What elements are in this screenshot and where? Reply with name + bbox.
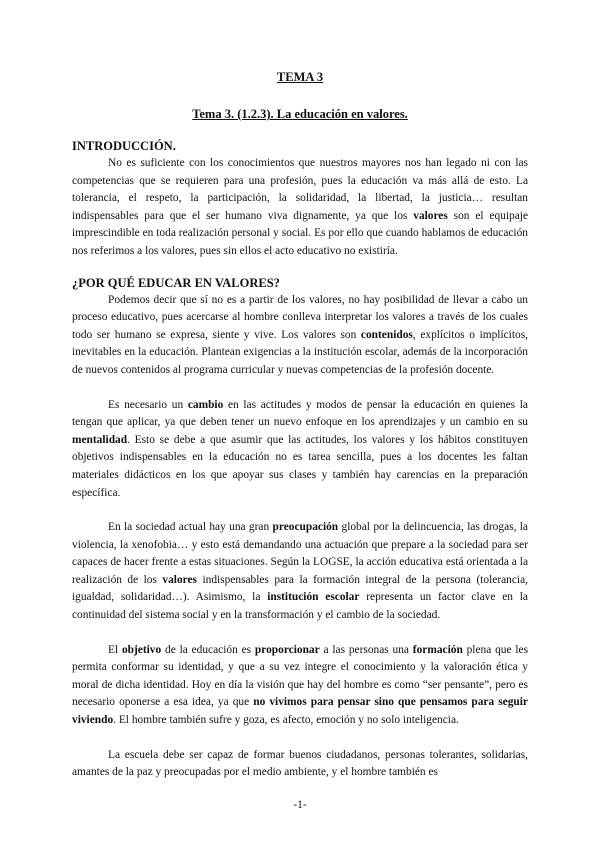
text-run: No es suficiente con los conocimientos que nuestros mayores nos han legado ni con las competencias que se requieren para una profesión, pues la educación va más allá de esto. La tolerancia, el respeto, la participación, la solidaridad, la libertad, la justicia… resultan indispensables para que el ser humano viva dignamente, ya que los xyxy=(72,157,528,222)
document-page xyxy=(72,70,528,782)
paragraph xyxy=(72,642,528,730)
page-number: -1- xyxy=(293,799,307,811)
text-run: , explícitos o implícitos, inevitables en la educación. Plantean exigencias a la institución escolar, además de la incorporación de nuevos contenidos al programa curricular y nuevas competencias de la profesión docente. xyxy=(72,328,528,376)
text-run: global por la delincuencia, las drogas, la violencia, la xenofobia… y esto está demandando una actuación que prepare a la sociedad para ser capaces de hacer frente a estas situaciones. Según la LOGSE, la acción educativa está orientada a la realización de los xyxy=(72,521,528,586)
bold-text-run: formación xyxy=(412,643,463,656)
document-title: TEMA 3 xyxy=(276,70,324,84)
paragraph xyxy=(72,155,528,261)
text-run: Es necesario un xyxy=(108,398,188,411)
bold-text-run: contenidos xyxy=(360,328,413,341)
paragraph xyxy=(72,397,528,503)
document-subtitle: Tema 3. (1.2.3). La educación en valores. xyxy=(192,107,408,121)
bold-text-run: mentalidad xyxy=(72,433,128,446)
bold-text-run: valores xyxy=(413,209,448,222)
paragraph xyxy=(72,519,528,625)
section-introduccion xyxy=(72,138,528,261)
text-run: son el equipaje imprescindible en toda realización personal y social. Es por ello que cuando hablamos de educación nos referimos a los valores, pues sin ellos el acto educativo no existiría. xyxy=(72,209,528,257)
paragraph xyxy=(72,747,528,782)
section-por-que-educar xyxy=(72,275,528,782)
text-run: El xyxy=(108,643,122,656)
bold-text-run: proporcionar xyxy=(254,643,320,656)
text-run: en las actitudes y modos de pensar la educación en quienes la tengan que aplicar, ya que deben tener un nuevo enfoque en los aprendizajes y un cambio en su xyxy=(72,398,528,429)
bold-text-run: cambio xyxy=(187,398,224,411)
bold-text-run: no vivimos para pensar sino que pensamos para seguir viviendo xyxy=(72,696,528,727)
text-run: plena que les permita conformar su identidad, y que a su vez integre el conocimiento y la valoración ética y moral de dicha identidad. Hoy en día la visión que hay del hombre es como “ser pensante”, pero es necesario oponerse a esa idea, ya que xyxy=(72,643,529,709)
bold-text-run: institución escolar xyxy=(267,591,360,604)
bold-text-run: objetivo xyxy=(121,643,162,656)
text-run: a las personas una xyxy=(319,643,413,656)
bold-text-run: valores xyxy=(162,573,197,586)
text-run: La escuela debe ser capaz de formar buenos ciudadanos, personas tolerantes, solidarias, amantes de la paz y preocupadas por el medio ambiente, y el hombre también es xyxy=(72,748,528,779)
bold-text-run: preocupación xyxy=(272,521,339,534)
section-heading: INTRODUCCIÓN. xyxy=(72,139,176,153)
text-run: Podemos decir que sí no es a partir de los valores, no hay posibilidad de llevar a cabo un proceso educativo, pues acercarse al hombre conlleva interpretar los valores a través de los cuales todo ser humano se expresa, siente y vive. Los valores son xyxy=(72,293,528,341)
paragraph xyxy=(72,292,528,380)
text-run: . Esto se debe a que asumir que las actitudes, los valores y los hábitos constituyen objetivos indispensables en la educación no es tarea sencilla, pues a los docentes les faltan materiales didácticos en los que apoyar sus clases y también hay carencias en la preparación específica. xyxy=(72,433,528,499)
text-run: de la educación es xyxy=(161,643,255,656)
text-run: . El hombre también sufre y goza, es afecto, emoción y no solo inteligencia. xyxy=(113,714,459,727)
text-run: indispensables para la formación integral de la persona (tolerancia, igualdad, solidaridad…). Asimismo, la xyxy=(72,573,528,604)
section-heading: ¿POR QUÉ EDUCAR EN VALORES? xyxy=(72,275,280,290)
text-run: En la sociedad actual hay una gran xyxy=(108,521,273,534)
text-run: representa un factor clave en la continuidad del sistema social y en la transformación y el cambio de la sociedad. xyxy=(72,591,528,622)
